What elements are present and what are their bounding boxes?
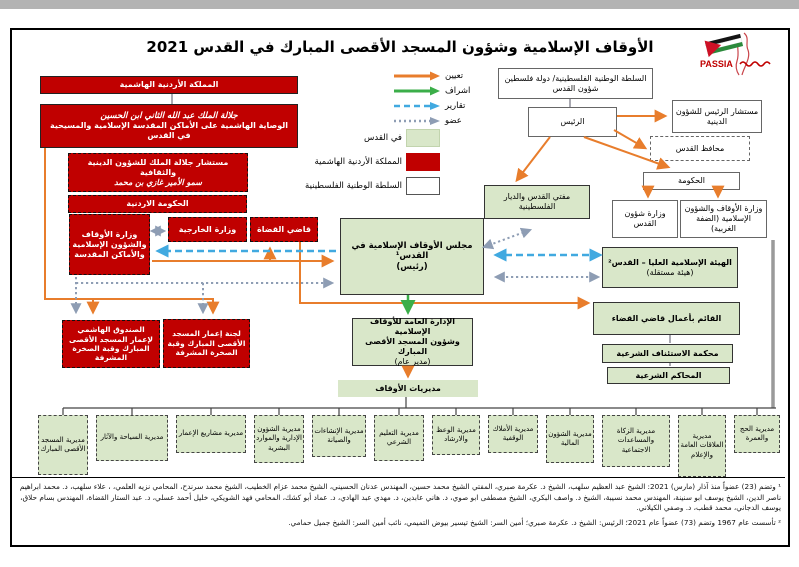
box-jerusalem-affairs-ministry: وزارة شؤون القدس <box>612 200 678 238</box>
legend-item-reports <box>393 98 470 113</box>
box-mufti: مفتي القدس والديار الفلسطينية <box>484 185 590 219</box>
box-jordan-foreign-ministry: وزارة الخارجية <box>168 217 247 242</box>
legend-label: تعيين <box>445 70 464 81</box>
box-jordan-royal-advisor: مستشار جلالة الملك للشؤون الدينية والثقافية سمو الأمير غازي بن محمد <box>68 153 248 192</box>
legend-label: تقارير <box>445 100 466 111</box>
box-pa-government: الحكومة <box>643 172 740 190</box>
legend-label: في القدس <box>364 133 402 143</box>
box-directorate-preaching-guidance: مديرية الوعظ والارشاد <box>432 415 480 455</box>
box-directorate-tourism-antiquities: مديرية السياحة والآثار <box>96 415 168 461</box>
legend-item-supervision <box>393 83 470 98</box>
box-hashemite-fund: الصندوق الهاشمي لإعمار المسجد الأقصى المبارك وقبة الصخرة المشرفة <box>62 320 160 368</box>
box-directorate-public-relations-media: مديرية العلاقات العامة والإعلام <box>678 415 726 477</box>
box-jordan-government: الحكومة الاردنية <box>68 195 247 213</box>
page-title: الأوقاف الإسلامية وشؤون المسجد الأقصى المبارك في القدس 2021 <box>146 38 654 56</box>
footnote-1: ¹ وتضم (23) عضواً منذ آذار (مارس) 2021: الشيخ عبد العظيم سلهب، الشيخ د. عكرمة صبري، المفتي الشيخ محمد حسين، المهندس عدنان الحسيني، الشيخ محمد عزام الخطيب، الشيخ محمد سرندح، المحامي نزيه العلمي، ، علاء سلهب، د. محمد ابراهيم ناصر الدين، الشيخ يوسف ابو سنينة، المهندس محمد نسيبة، الشيخ د. واصف البكري، الشيخ مصطفى ابو صوي، د. هاني عابدين، د. مهدي عبد الهادي، د. عماد أبو كشك، المحامي فهد الشويكي، خليل أحمد عسلي، د. عبد الستار القضاة، المهندس بسام حلاق، يوسف الدجاني، محمد قطب، د. وصفي الكيلاني. <box>19 482 781 513</box>
box-president-advisor: مستشار الرئيس للشؤون الدينية <box>672 100 762 133</box>
box-jordan-chief-justice: قاضي القضاة <box>250 217 318 242</box>
box-jordan-awqaf-ministry: وزارة الأوقاف والشؤون الإسلامية والأماكن المقدسة <box>69 214 150 275</box>
box-directorate-financial-affairs: مديرية الشؤون المالية <box>546 415 594 463</box>
passia-logo <box>694 31 782 77</box>
box-directorate-construction-maintenance: مديرية الإنشاءات والصيانة <box>312 415 366 457</box>
directorates-row <box>38 415 780 477</box>
box-directorate-admin-hr: مديرية الشؤون الإدارية والموارد البشرية <box>254 415 304 463</box>
palestine-map-flag-icon <box>694 31 782 77</box>
jerusalem-color-swatch <box>406 129 440 147</box>
box-jordan-kingdom: المملكة الأردنية الهاشمية <box>40 76 298 94</box>
box-reconstruction-committee: لجنة إعمار المسجد الأقصى المبارك وقبة الصخرة المشرفة <box>163 319 250 368</box>
legend-item-jordan <box>288 150 440 174</box>
supervision-arrow-icon <box>393 86 441 96</box>
box-jordan-king: جلالة الملك عبد الله الثاني ابن الحسين الوصاية الهاشمية على الأماكن المقدسة الإسلامية والمسيحية في القدس <box>40 104 298 148</box>
box-general-administration: الإدارة العامة للأوقاف الإسلامية وشؤون المسجد الأقصى المبارك (مدير عام) <box>352 318 473 366</box>
appointment-arrow-icon <box>393 71 441 81</box>
box-directorate-zakat-social-aid: مديرية الزكاة والمساعدات الاجتماعية <box>602 415 670 467</box>
box-jerusalem-governor: محافظ القدس <box>650 136 750 161</box>
pna-color-swatch <box>406 177 440 195</box>
box-pna: السلطة الوطنية الفلسطينية/ دولة فلسطين شؤون القدس <box>498 68 653 99</box>
legend-item-appointment <box>393 68 470 83</box>
legend-item-in-jerusalem <box>288 126 440 150</box>
box-sharia-courts: المحاكم الشرعية <box>607 367 730 384</box>
box-directorate-reconstruction-projects: مديرية مشاريع الإعمار <box>176 415 246 453</box>
legend-label: السلطة الوطنية الفلسطينية <box>305 181 402 191</box>
box-supreme-islamic-authority: الهيئة الإسلامية العليا – القدس² (هيئة مستقلة) <box>602 247 738 288</box>
footnote-divider <box>11 477 785 478</box>
box-directorate-sharia-education: مديرية التعليم الشرعي <box>374 415 424 461</box>
jordan-color-swatch <box>406 153 440 171</box>
box-directorate-waqf-properties: مديرية الأملاك الوقفية <box>488 415 538 453</box>
member-arrow-icon <box>393 116 441 126</box>
box-president: الرئيس <box>528 107 617 137</box>
window-chrome-bar <box>0 0 799 9</box>
box-acting-chief-justice: القائم بأعمال قاضي القضاء <box>593 302 740 335</box>
box-awqaf-ministry-west-bank: وزارة الأوقاف والشؤون الإسلامية (الضفة الغربية) <box>680 200 767 238</box>
box-waqf-directorates-bar: مديريات الأوقاف <box>338 380 478 397</box>
box-sharia-appeals-court: محكمة الاستئناف الشرعية <box>602 344 733 363</box>
box-directorate-aqsa-mosque: مديرية المسجد الأقصى المبارك <box>38 415 88 475</box>
legend-label: عضو <box>445 115 462 126</box>
legend-item-pna <box>288 174 440 198</box>
box-directorate-hajj-umrah: مديرية الحج والعمرة <box>734 415 780 453</box>
box-waqf-council: مجلس الأوقاف الإسلامية في القدس¹ (رئيس) <box>340 218 484 295</box>
legend-label: المملكة الأردنية الهاشمية <box>314 157 402 167</box>
legend-label: اشراف <box>445 85 471 96</box>
footnote-2: ² تأسست عام 1967 وتضم (73) عضواً عام 2021؛ الرئيس: الشيخ د. عكرمة صبري؛ أمين السر: الشيخ تيسير بيوض التميمي، نائب أمين السر: الشيخ جميل حمامي. <box>288 518 781 527</box>
reports-arrow-icon <box>393 101 441 111</box>
svg-text:PASSIA: PASSIA <box>700 59 733 69</box>
